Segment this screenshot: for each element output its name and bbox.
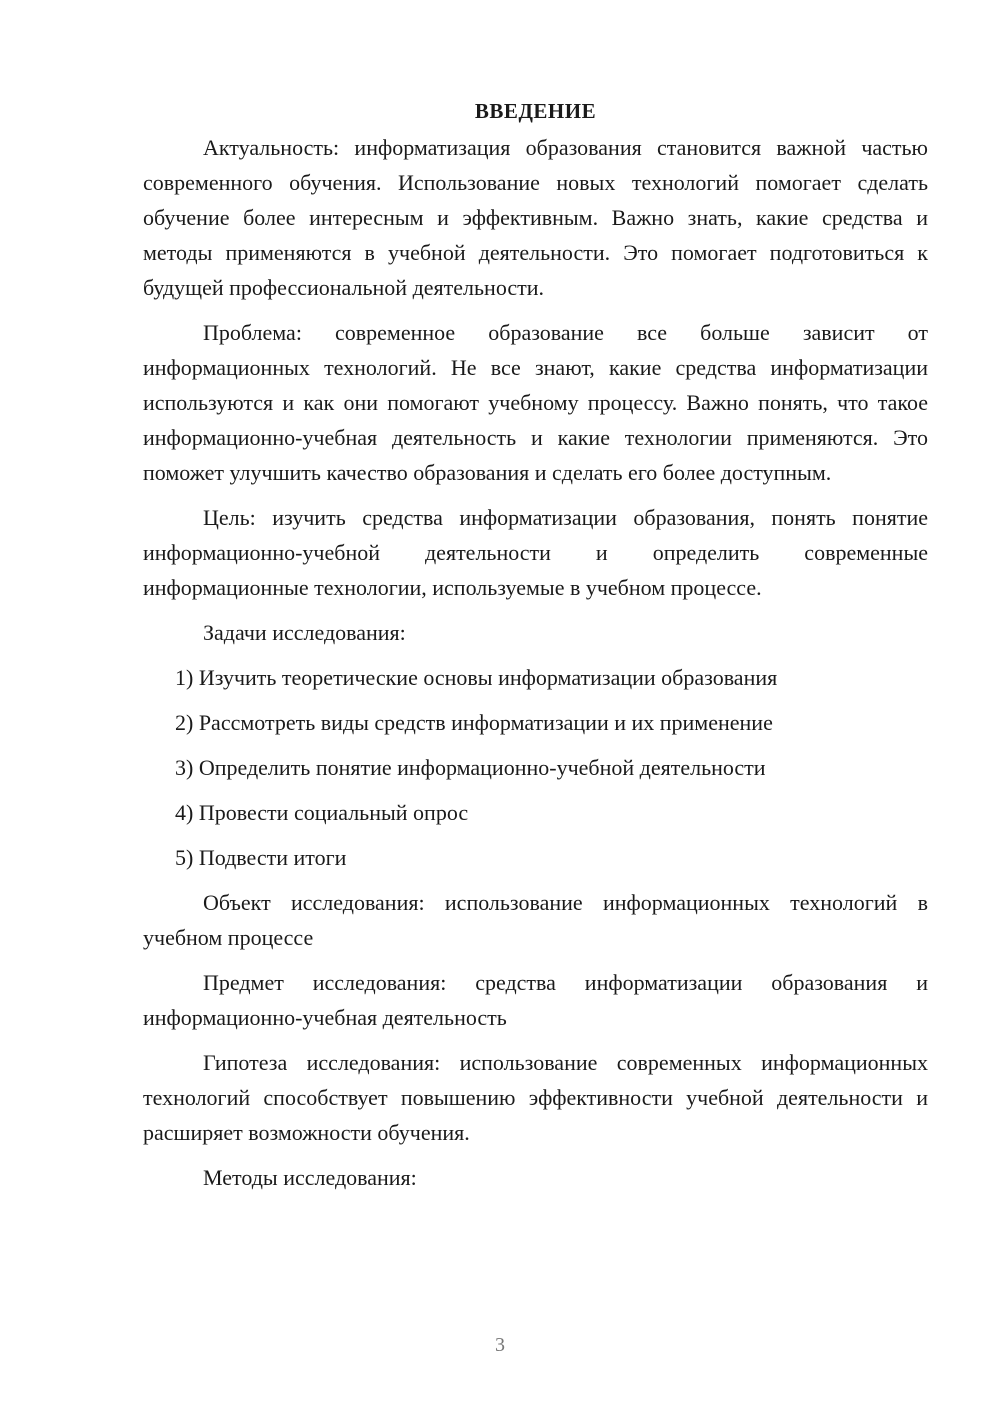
tasks-heading: Задачи исследования: <box>203 620 406 645</box>
list-item: 4) Провести социальный опрос <box>175 800 469 825</box>
list-item: 2) Рассмотреть виды средств информатизации и их применение <box>175 710 773 735</box>
page-number: 3 <box>495 1334 505 1356</box>
paragraph-problem: Проблема: современное образование все больше зависит от информационных технологий. Не все знают, какие средства информатизации используются и как они помогают учебному процессу. Важно понять, что такое информационно-учебная деятельность и какие технологии применяются. Это поможет улучшить качество образования и сделать его более доступным. <box>143 320 928 485</box>
methods-heading: Методы исследования: <box>203 1165 417 1190</box>
paragraph-subject: Предмет исследования: средства информатизации образования и информационно-учебная деятельность <box>143 970 928 1030</box>
list-item: 5) Подвести итоги <box>175 845 347 870</box>
tasks-list <box>143 660 928 875</box>
list-item: 3) Определить понятие информационно-учебной деятельности <box>175 755 766 780</box>
list-item: 1) Изучить теоретические основы информатизации образования <box>175 665 778 690</box>
paragraph-hypothesis: Гипотеза исследования: использование современных информационных технологий способствует повышению эффективности учебной деятельности и расширяет возможности обучения. <box>143 1050 928 1145</box>
paragraph-relevance: Актуальность: информатизация образования становится важной частью современного обучения. Использование новых технологий помогает сделать обучение более интересным и эффективным. Важно знать, какие средства и методы применяются в учебной деятельности. Это помогает подготовиться к будущей профессиональной деятельности. <box>143 135 928 300</box>
paragraph-object: Объект исследования: использование информационных технологий в учебном процессе <box>143 890 928 950</box>
document-page <box>143 96 928 1205</box>
paragraph-goal: Цель: изучить средства информатизации образования, понять понятие информационно-учебной деятельности и определить современные информационные технологии, используемые в учебном процессе. <box>143 505 928 600</box>
page-title: ВВЕДЕНИЕ <box>474 99 597 123</box>
